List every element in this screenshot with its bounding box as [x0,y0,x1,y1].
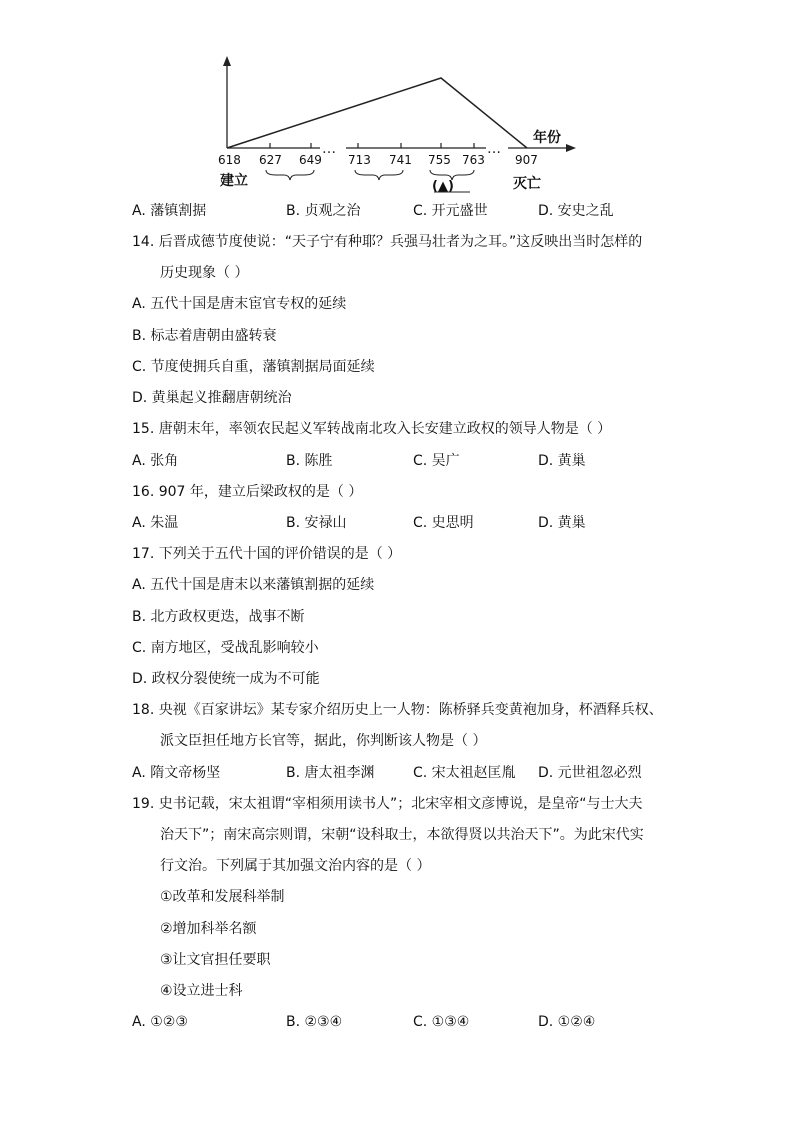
tick-label-763: 763 [462,153,485,167]
q19-item-3: ③让文官担任要职 [160,952,271,968]
q19-item-1: ①改革和发展科举制 [160,889,285,905]
q16-option-b[interactable]: B. 安禄山 [286,515,347,531]
end-label: 灭亡 [513,176,541,192]
q16-stem: 16. 907 年，建立后梁政权的是（ ） [132,484,363,500]
q15-option-b[interactable]: B. 陈胜 [286,453,333,469]
tick-label-713: 713 [348,153,371,167]
q19-option-a[interactable]: A. ①②③ [132,1014,188,1030]
x-axis-arrow [566,144,576,152]
tick-label-741: 741 [389,153,412,167]
q18-option-c[interactable]: C. 宋太祖赵匡胤 [413,765,516,781]
tick-label-618: 618 [218,153,241,167]
q13-option-b[interactable]: B. 贞观之治 [286,203,361,219]
q19-item-4: ④设立进士科 [160,983,243,999]
tick-label-907: 907 [515,153,538,167]
q17-option-b[interactable]: B. 北方政权更迭，战事不断 [132,609,305,625]
q14-option-d[interactable]: D. 黄巢起义推翻唐朝统治 [132,390,292,406]
q17-option-a[interactable]: A. 五代十国是唐末以来藩镇割据的延续 [132,577,375,593]
q19-option-d[interactable]: D. ①②④ [538,1014,596,1030]
tick-label-649: 649 [299,153,322,167]
axis-ellipsis-1: … [322,141,336,157]
axis-ellipsis-2: … [487,141,501,157]
q13-option-c[interactable]: C. 开元盛世 [413,203,488,219]
bracket-mark-blank: (▲) [432,179,454,194]
q19-stem-line3: 行文治。下列属于其加强文治内容的是（ ） [160,858,431,874]
q16-option-c[interactable]: C. 史思明 [413,515,474,531]
timeline-diagram [0,0,794,200]
q18-option-a[interactable]: A. 隋文帝杨坚 [132,765,221,781]
q16-option-d[interactable]: D. 黄巢 [538,515,586,531]
q17-option-d[interactable]: D. 政权分裂使统一成为不可能 [132,671,320,687]
q16-option-a[interactable]: A. 朱温 [132,515,179,531]
q14-stem-line2: 历史现象（ ） [160,265,249,281]
q15-option-a[interactable]: A. 张角 [132,453,179,469]
q15-stem: 15. 唐朝末年，率领农民起义军转战南北攻入长安建立政权的领导人物是（ ） [132,421,612,437]
q19-stem-line1: 19. 史书记载，宋太祖谓“宰相须用读书人”；北宋宰相文彦博说，是皇帝“与士大夫 [132,796,643,812]
q18-option-d[interactable]: D. 元世祖忽必烈 [538,765,642,781]
q14-option-b[interactable]: B. 标志着唐朝由盛转衰 [132,328,277,344]
q19-item-2: ②增加科举名额 [160,921,257,937]
q13-option-d[interactable]: D. 安史之乱 [538,203,614,219]
x-axis-label: 年份 [533,130,561,146]
tick-label-755: 755 [428,153,451,167]
tick-marks [270,143,474,148]
q14-option-c[interactable]: C. 节度使拥兵自重，藩镇割据局面延续 [132,359,375,375]
y-axis-arrow [223,56,231,66]
q15-option-c[interactable]: C. 吴广 [413,453,460,469]
q14-stem-line1: 14. 后晋成德节度使说：“天子宁有种耶？兵强马壮者为之耳。”这反映出当时怎样的 [132,234,643,250]
q17-stem: 17. 下列关于五代十国的评价错误的是（ ） [132,546,402,562]
bracket-627-649 [266,170,314,180]
bracket-713-741 [355,170,403,180]
q19-option-c[interactable]: C. ①③④ [413,1014,470,1030]
tick-label-627: 627 [259,153,282,167]
q18-stem-line2: 派文臣担任地方长官等，据此，你判断该人物是（ ） [160,733,487,749]
q19-option-b[interactable]: B. ②③④ [286,1014,343,1030]
q15-option-d[interactable]: D. 黄巢 [538,453,586,469]
start-label: 建立 [220,173,248,189]
q19-stem-line2: 治天下”；南宋高宗则谓，宋朝“设科取士，本欲得贤以共治天下”。为此宋代实 [160,827,644,843]
q18-option-b[interactable]: B. 唐太祖李渊 [286,765,375,781]
q17-option-c[interactable]: C. 南方地区，受战乱影响较小 [132,640,319,656]
q18-stem-line1: 18. 央视《百家讲坛》某专家介绍历史上一人物：陈桥驿兵变黄袍加身，杯酒释兵权、 [132,702,663,718]
q14-option-a[interactable]: A. 五代十国是唐末宦官专权的延续 [132,296,347,312]
trend-line [227,78,527,148]
q13-option-a[interactable]: A. 藩镇割据 [132,203,207,219]
